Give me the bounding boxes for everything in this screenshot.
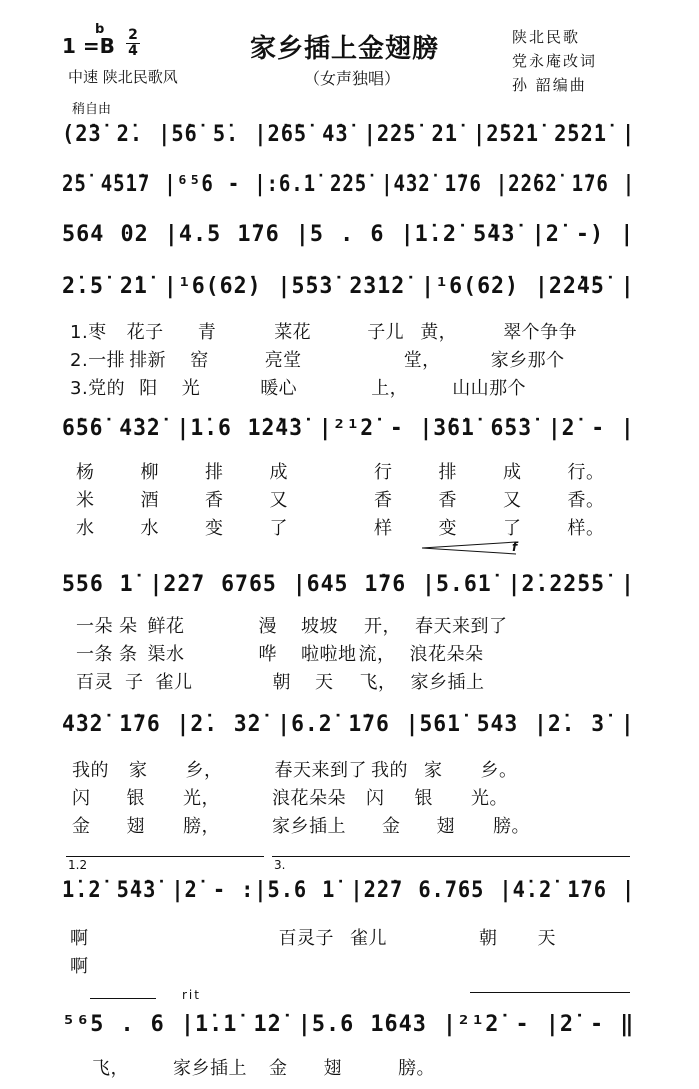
meter-bottom: 4 — [128, 43, 138, 59]
credit-origin: 陕北民歌 — [512, 28, 581, 46]
fermata-line — [470, 992, 630, 993]
free-tempo-label: 稍自由 — [72, 102, 112, 117]
lyric-line6: 飞， 家乡插上 金 翅 膀。 — [92, 1058, 435, 1079]
credit-lyricist: 党永庵改词 — [512, 52, 598, 70]
notes-row-3: 564 02 |4.5 1̇76 |5 . 6 |1̇.2̇ 5̇4̇3̇ |2̇ -) | — [62, 222, 635, 247]
lyric-line5-b: 啊 — [70, 956, 89, 977]
staff-row-4 — [62, 268, 635, 308]
notes-row-1: (2̇3̇ 2̇. |5̇6̇ 5̇. |2̇6̇5̇ 4̇3̇ |2̇2̇5̇ 2̇1̇ |2̇5̇2̇1̇ 2̇5̇2̇1̇ | — [62, 122, 636, 147]
lyric-line2-b: 米 酒 香 又 香 香 又 香。 — [76, 490, 605, 511]
staff-row-7 — [62, 706, 635, 746]
notes-row-7: 4̇3̇2̇ 1̇76 |2̇. 3̇2̇ |6.2̇ 1̇76 |561̇ 543 |2̇. 3̇ | — [62, 712, 635, 737]
volta-2-bracket — [272, 856, 630, 857]
lyric-line4-a: 我的 家 乡， 春天来到了 我的 家 乡。 — [72, 760, 518, 781]
key-signature: 1 =B — [62, 34, 115, 58]
staff-row-2 — [62, 166, 635, 206]
notes-row-6: 556 1̇ |2̇2̇7 6765 |645 1̇76 |5.61̇ |2̇.2̇2̇5̇5̇ | — [62, 572, 635, 597]
notes-row-2: 2̇5̇ 4̇5̇1̇7 |⁶⁵6 - |:6.1̇ 2̇2̇5̇ |4̇3̇2̇ 1̇76 |2̇2̇6̇2̇ 1̇76 | — [62, 172, 636, 197]
meter-top: 2 — [128, 27, 138, 43]
lyric-line3-a: 一朵 朵 鲜花 漫 坡坡 开， 春天来到了 — [76, 616, 508, 637]
lyric-line5-a: 啊 百灵子 雀儿 朝 天 — [70, 928, 556, 949]
volta-1-bracket — [66, 856, 264, 857]
time-signature — [126, 28, 140, 59]
song-title: 家乡插上金翅膀 — [250, 34, 440, 64]
staff-row-8 — [62, 872, 635, 912]
flat-sign: b — [95, 22, 105, 37]
volta-2-label: 3. — [274, 858, 286, 872]
staff-row-1 — [62, 116, 635, 156]
song-subtitle: （女声独唱） — [304, 69, 401, 88]
lyric-line2-a: 杨 柳 排 成 行 排 成 行。 — [76, 462, 605, 483]
tempo-marking: 中速 陕北民歌风 — [68, 68, 178, 86]
credit-arranger: 孙 韶编曲 — [512, 76, 587, 94]
lyric-line3-c: 百灵 子 雀儿 朝 天 飞， 家乡插上 — [76, 672, 485, 693]
slur-line — [90, 998, 156, 999]
staff-row-9 — [62, 1006, 635, 1046]
lyric-line4-c: 金 翅 膀， 家乡插上 金 翅 膀。 — [72, 816, 530, 837]
forte-mark: f — [512, 540, 518, 554]
notes-row-9: ⁵⁶5 . 6 |1̇.1̇ 1̇2̇ |5.6 1̇643 |²¹2̇ - |2̇ - ‖ — [62, 1012, 635, 1037]
notes-row-4: 2̇.5̇ 2̇1̇ |¹6(6̇2̇) |5̇5̇3̇ 2̇3̇1̇2̇ |¹6(6̇2̇) |2̇2̇4̇5̇ | — [62, 274, 635, 299]
rit-mark: rit — [182, 988, 201, 1002]
lyric-verse-3: 3.党的 阳 光 暖心 上， 山山那个 — [70, 378, 527, 399]
staff-row-5 — [62, 410, 635, 450]
notes-row-8: 1̇.2̇ 5̇4̇3̇ |2̇ - :|5.6 1̇ |2̇2̇7 6.765 |4̇.2̇ 1̇76 | — [62, 878, 636, 903]
lyric-line3-b: 一条 条 渠水 哗 啦啦地 流， 浪花朵朵 — [76, 644, 484, 665]
lyric-verse-1: 1.枣 花子 青 菜花 子儿 黄， 翠个争争 — [70, 322, 578, 343]
staff-row-6 — [62, 566, 635, 606]
notes-row-5: 6̇5̇6̇ 4̇3̇2̇ |1̇.6 1̇2̇4̇3̇ |²¹2̇ - |3̇6̇1̇ 6̇5̇3̇ |2̇ - | — [62, 416, 635, 441]
lyric-line4-b: 闪 银 光， 浪花朵朵 闪 银 光。 — [72, 788, 508, 809]
lyric-line2-c: 水 水 变 了 样 变 了 样。 — [76, 518, 605, 539]
staff-row-3 — [62, 216, 635, 256]
lyric-verse-2: 2.一排 排新 窑 亮堂 堂， 家乡那个 — [70, 350, 565, 371]
volta-1-label: 1.2 — [68, 858, 88, 872]
